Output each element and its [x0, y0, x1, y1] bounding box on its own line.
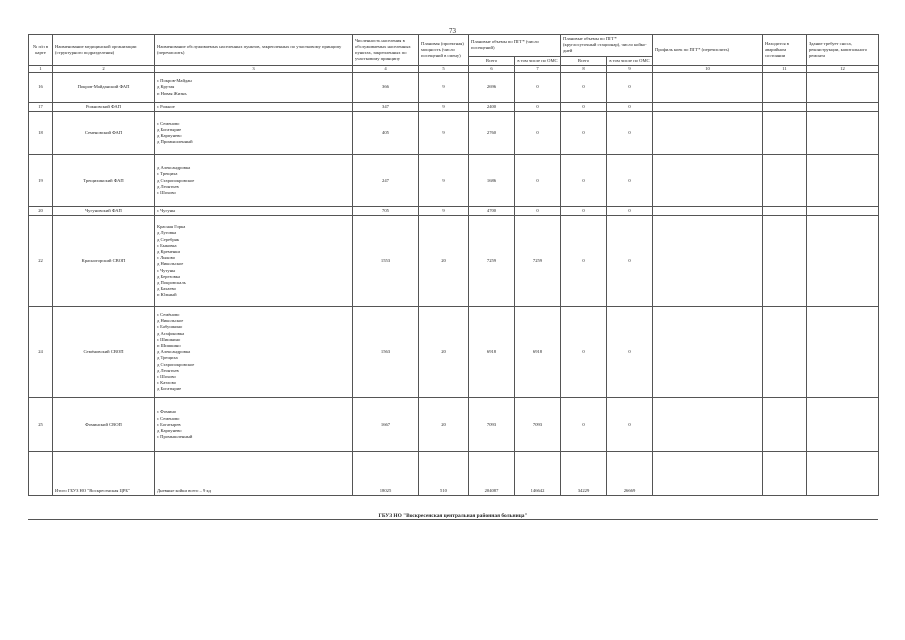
- row-hosp-total: 0: [561, 207, 607, 216]
- total-capacity: 510: [419, 452, 469, 496]
- settlement-item: с Промышленный: [157, 434, 193, 440]
- header-amb-total: Всего: [469, 56, 515, 65]
- row-repair-needed: [807, 398, 879, 452]
- column-number: 9: [607, 65, 653, 72]
- row-number: 24: [29, 307, 53, 398]
- settlement-item: с Лыково: [157, 255, 176, 261]
- total-population: 18025: [353, 452, 419, 496]
- row-settlements: [155, 155, 353, 207]
- row-amb-oms: 0: [515, 112, 561, 155]
- settlement-item: с Рожное: [157, 103, 175, 109]
- row-amb-total: 7259: [469, 216, 515, 307]
- row-settlements: [155, 307, 353, 398]
- settlement-item: д Трещиха: [157, 355, 178, 361]
- table-row: [29, 398, 879, 452]
- row-hosp-oms: 0: [607, 307, 653, 398]
- row-organization: Семеновский ФАП: [53, 112, 155, 155]
- row-emergency-state: [763, 155, 807, 207]
- row-amb-oms: 7093: [515, 398, 561, 452]
- row-population: 705: [353, 207, 419, 216]
- row-hosp-oms: 0: [607, 102, 653, 111]
- row-capacity: 9: [419, 102, 469, 111]
- settlement-item: Красная Горка: [157, 224, 186, 230]
- total-amb-oms: 146642: [515, 452, 561, 496]
- row-number: 22: [29, 216, 53, 307]
- table-row: [29, 102, 879, 111]
- header-population: Численность населения в обслуживаемых населенных пунктах, закрепленных по участковому принципу: [353, 35, 419, 66]
- settlement-item: с Чутуны: [157, 267, 176, 273]
- settlement-item: д Никольское: [157, 261, 184, 267]
- settlement-item: с Фомино: [157, 409, 177, 415]
- column-number: 12: [807, 65, 879, 72]
- column-number: 8: [561, 65, 607, 72]
- row-capacity: 9: [419, 155, 469, 207]
- row-capacity: 9: [419, 72, 469, 102]
- settlement-item: д Бахаево: [157, 286, 176, 292]
- row-hosp-oms: 0: [607, 112, 653, 155]
- row-settlements: [155, 112, 353, 155]
- row-amb-oms: 0: [515, 72, 561, 102]
- table-row: [29, 155, 879, 207]
- row-amb-total: 2400: [469, 102, 515, 111]
- row-amb-oms: 0: [515, 207, 561, 216]
- row-organization: Красногорский СВОП: [53, 216, 155, 307]
- settlement-item: д Леонтьев: [157, 183, 179, 189]
- row-bed-profiles: [653, 398, 763, 452]
- row-hosp-total: 0: [561, 155, 607, 207]
- table-header: [29, 35, 879, 73]
- settlement-item: д Старопокровское: [157, 361, 195, 367]
- table-row: [29, 72, 879, 102]
- settlement-item: с Бабушкино: [157, 324, 183, 330]
- row-organization: Чугуновский ФАП: [53, 207, 155, 216]
- row-settlements: [155, 398, 353, 452]
- settlement-item: д Старопокровское: [157, 177, 195, 183]
- row-repair-needed: [807, 307, 879, 398]
- row-hosp-oms: 0: [607, 155, 653, 207]
- row-hosp-oms: 0: [607, 216, 653, 307]
- settlement-item: д Александровка: [157, 165, 191, 171]
- settlement-item: д Березовка: [157, 273, 181, 279]
- settlement-item: с Трещиха: [157, 171, 178, 177]
- header-emergency-state: Находится в аварийном состоянии: [763, 35, 807, 66]
- row-bed-profiles: [653, 207, 763, 216]
- row-population: 347: [353, 102, 419, 111]
- footer-divider: [28, 519, 878, 520]
- row-hosp-total: 0: [561, 102, 607, 111]
- header-no: № п/п в карте: [29, 35, 53, 66]
- settlement-item: с Шохово: [157, 189, 176, 195]
- settlement-item: д Карпунево: [157, 427, 182, 433]
- row-organization: Покров-Майданский ФАП: [53, 72, 155, 102]
- header-bed-profiles: Профиль коек по ПГГ* (перечислить): [653, 35, 763, 66]
- row-emergency-state: [763, 207, 807, 216]
- table-total: [29, 452, 879, 496]
- settlement-item: д Никольское: [157, 318, 184, 324]
- column-number: 6: [469, 65, 515, 72]
- settlement-item: с Покров-Майдан: [157, 78, 192, 84]
- row-hosp-oms: 0: [607, 207, 653, 216]
- settlement-item: п Южный: [157, 292, 177, 298]
- settlement-item: д Крутая: [157, 84, 175, 90]
- header-hosp-oms: в том числе по ОМС: [607, 56, 653, 65]
- row-bed-profiles: [653, 102, 763, 111]
- row-amb-total: 2760: [469, 112, 515, 155]
- row-number: 20: [29, 207, 53, 216]
- row-repair-needed: [807, 155, 879, 207]
- column-number: 1: [29, 65, 53, 72]
- row-organization: Семёновский СВОП: [53, 307, 155, 398]
- row-hosp-total: 0: [561, 398, 607, 452]
- settlement-item: д Александровка: [157, 349, 191, 355]
- row-emergency-state: [763, 216, 807, 307]
- settlement-item: с Семеново: [157, 120, 180, 126]
- row-organization: Трещихинский ФАП: [53, 155, 155, 207]
- settlement-item: д Леонтьев: [157, 367, 179, 373]
- header-amb-oms: в том числе по ОМС: [515, 56, 561, 65]
- header-organization: Наименование медицинской организации (структурного подразделения): [53, 35, 155, 66]
- row-settlements: [155, 216, 353, 307]
- total-hosp-oms: 26669: [607, 452, 653, 496]
- row-bed-profiles: [653, 307, 763, 398]
- settlement-item: д Промышленный: [157, 139, 193, 145]
- row-capacity: 9: [419, 112, 469, 155]
- row-population: 1563: [353, 307, 419, 398]
- row-hosp-oms: 0: [607, 72, 653, 102]
- header-settlements: Наименование обслуживаемых населенных пунктов, закрепленных по участковому принципу (перечислить): [155, 35, 353, 66]
- header-plan-ambulatory: Плановые объемы по ПГГ* (число посещений): [469, 35, 561, 57]
- row-amb-total: 6918: [469, 307, 515, 398]
- table-row: [29, 207, 879, 216]
- row-settlements: [155, 207, 353, 216]
- row-amb-total: 4700: [469, 207, 515, 216]
- row-population: 1553: [353, 216, 419, 307]
- row-emergency-state: [763, 307, 807, 398]
- header-plan-hospital: Плановые объемы по ПГГ* (круглосуточный стационар), число койко-дней: [561, 35, 653, 57]
- row-number: 25: [29, 398, 53, 452]
- total-note: Дневные койки всего – 9 кд: [155, 452, 353, 496]
- settlement-item: с Чугуны: [157, 208, 176, 214]
- column-number: 3: [155, 65, 353, 72]
- row-population: 405: [353, 112, 419, 155]
- row-capacity: 20: [419, 307, 469, 398]
- settlement-item: с Катлово: [157, 380, 177, 386]
- settlement-item: с Семёново: [157, 312, 180, 318]
- row-hosp-total: 0: [561, 72, 607, 102]
- settlement-item: д Луговка: [157, 230, 177, 236]
- settlement-item: п Шишкино: [157, 343, 181, 349]
- settlement-item: д Карпунево: [157, 133, 182, 139]
- row-hosp-total: 0: [561, 307, 607, 398]
- column-number: 5: [419, 65, 469, 72]
- settlement-item: с Шишкино: [157, 336, 181, 342]
- row-population: 1667: [353, 398, 419, 452]
- row-settlements: [155, 102, 353, 111]
- row-repair-needed: [807, 112, 879, 155]
- row-amb-oms: 6918: [515, 307, 561, 398]
- row-number: 19: [29, 155, 53, 207]
- row-population: 366: [353, 72, 419, 102]
- table-row: [29, 112, 879, 155]
- settlement-item: с Шохово: [157, 373, 176, 379]
- column-number: 11: [763, 65, 807, 72]
- row-bed-profiles: [653, 155, 763, 207]
- row-bed-profiles: [653, 72, 763, 102]
- row-bed-profiles: [653, 216, 763, 307]
- settlement-item: д Серебряк: [157, 236, 179, 242]
- column-numbers-row: [29, 65, 879, 72]
- column-number: 10: [653, 65, 763, 72]
- table-row: [29, 216, 879, 307]
- total-label: Итого ГБУЗ НО "Воскресенская ЦРБ": [53, 452, 155, 496]
- row-emergency-state: [763, 398, 807, 452]
- row-amb-total: 1686: [469, 155, 515, 207]
- row-repair-needed: [807, 102, 879, 111]
- settlement-item: д Кременки: [157, 248, 180, 254]
- row-population: 247: [353, 155, 419, 207]
- settlement-item: д Покровскаль: [157, 279, 186, 285]
- row-number: 18: [29, 112, 53, 155]
- settlement-item: п Новая Жизнь: [157, 90, 187, 96]
- row-settlements: [155, 72, 353, 102]
- row-amb-oms: 0: [515, 155, 561, 207]
- settlement-item: д Богатырие: [157, 126, 182, 132]
- row-capacity: 9: [419, 207, 469, 216]
- row-amb-oms: 0: [515, 102, 561, 111]
- footer-organization: ГБУЗ НО "Воскресенская центральная районная больница": [378, 513, 528, 519]
- row-amb-total: 7093: [469, 398, 515, 452]
- header-capacity: Плановая (проектная) мощность (число посещений в смену): [419, 35, 469, 66]
- row-emergency-state: [763, 72, 807, 102]
- header-repair-needed: Здание требует сноса, реконструкции, капитального ремонта: [807, 35, 879, 66]
- column-number: 4: [353, 65, 419, 72]
- row-capacity: 20: [419, 216, 469, 307]
- row-repair-needed: [807, 72, 879, 102]
- row-capacity: 20: [419, 398, 469, 452]
- page-number: 73: [449, 27, 456, 35]
- row-number: 17: [29, 102, 53, 111]
- settlement-item: с Богатырев: [157, 421, 181, 427]
- row-emergency-state: [763, 102, 807, 111]
- table-row: [29, 307, 879, 398]
- row-repair-needed: [807, 216, 879, 307]
- total-row: [29, 452, 879, 496]
- row-number: 16: [29, 72, 53, 102]
- row-hosp-total: 0: [561, 112, 607, 155]
- settlement-item: с Семеново: [157, 415, 180, 421]
- row-bed-profiles: [653, 112, 763, 155]
- row-repair-needed: [807, 207, 879, 216]
- settlement-item: с Быковка: [157, 242, 177, 248]
- table-body: [29, 72, 879, 451]
- total-amb-total: 204087: [469, 452, 515, 496]
- row-organization: Фоминский СВОП: [53, 398, 155, 452]
- settlement-item: д Богатырие: [157, 386, 182, 392]
- settlement-item: д Агафоновка: [157, 330, 185, 336]
- column-number: 7: [515, 65, 561, 72]
- row-amb-oms: 7259: [515, 216, 561, 307]
- row-hosp-total: 0: [561, 216, 607, 307]
- row-emergency-state: [763, 112, 807, 155]
- registry-table: [28, 34, 879, 496]
- row-hosp-oms: 0: [607, 398, 653, 452]
- row-amb-total: 2696: [469, 72, 515, 102]
- total-hosp-total: 34229: [561, 452, 607, 496]
- row-organization: Рожновский ФАП: [53, 102, 155, 111]
- column-number: 2: [53, 65, 155, 72]
- header-hosp-total: Всего: [561, 56, 607, 65]
